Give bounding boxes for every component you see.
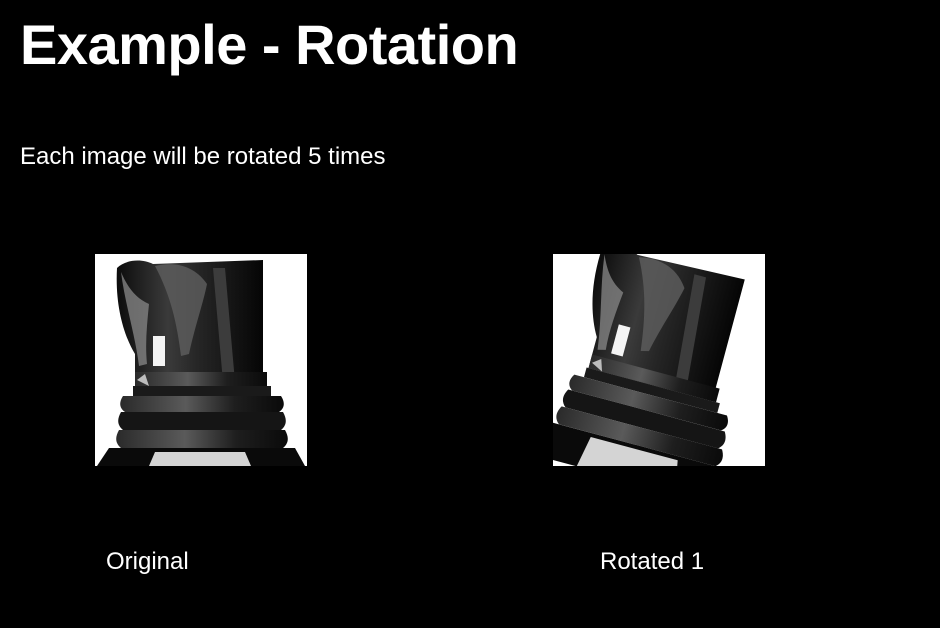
rotated-part-drawing bbox=[553, 254, 765, 466]
original-caption: Original bbox=[106, 548, 189, 575]
original-part-drawing bbox=[95, 254, 307, 466]
original-image bbox=[95, 254, 307, 466]
rotated-caption: Rotated 1 bbox=[600, 548, 705, 575]
slide-subtitle: Each image will be rotated 5 times bbox=[20, 143, 386, 170]
slide-title: Example - Rotation bbox=[20, 13, 519, 76]
rotated-image bbox=[553, 254, 765, 466]
